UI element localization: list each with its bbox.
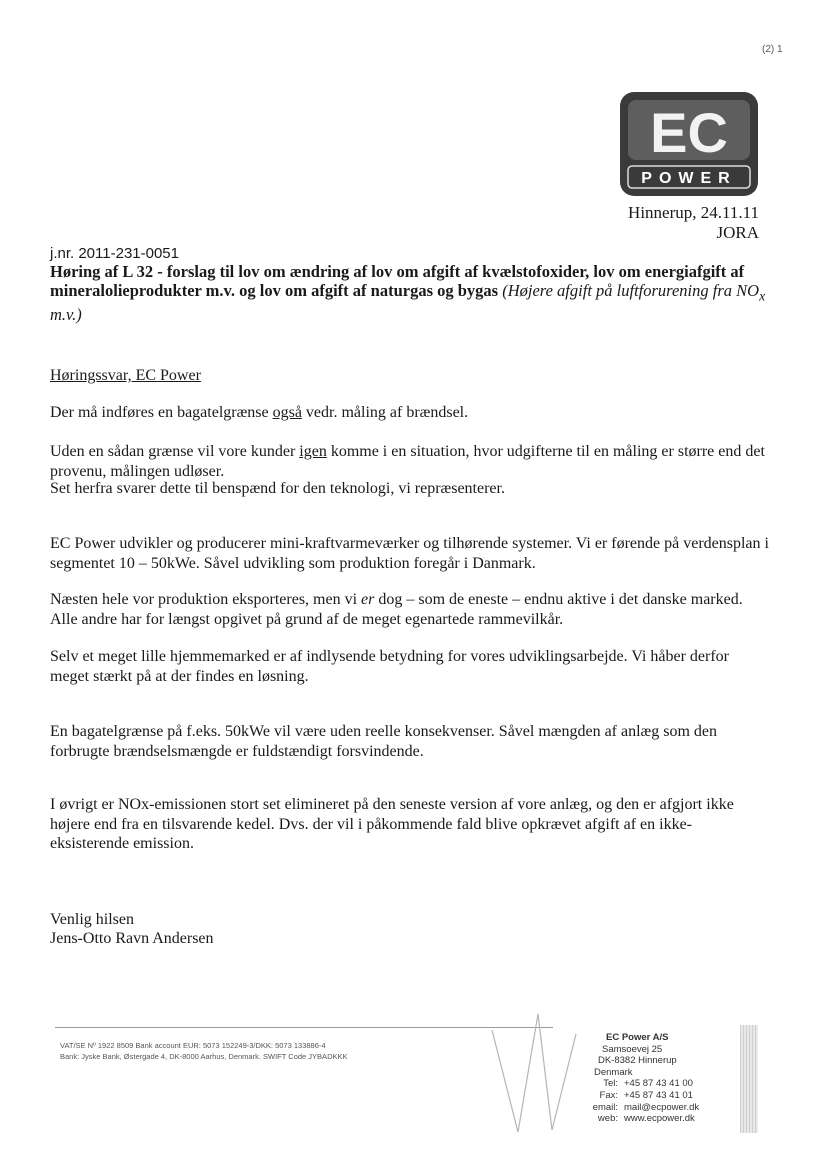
company-street: Samsoevej 25 <box>602 1043 663 1055</box>
closing-salutation: Venlig hilsen <box>50 911 134 928</box>
signer-name: Jens-Otto Ravn Andersen <box>50 930 214 947</box>
paragraph-2b: Set herfra svarer dette til benspænd for den teknologi, vi repræsenterer. <box>50 480 505 497</box>
company-country: Denmark <box>594 1066 633 1078</box>
date-block <box>628 203 759 243</box>
footer-bank-info <box>60 1040 348 1062</box>
place-date: Hinnerup, 24.11.11 <box>628 203 759 222</box>
page-number-mark: (2) 1 <box>762 44 783 55</box>
company-tel: Tel: +45 87 43 41 00 <box>603 1078 693 1090</box>
logo-power-text: POWER <box>641 170 737 187</box>
footer-gray-strip <box>740 1025 758 1133</box>
footer-w-graphic <box>488 1012 578 1137</box>
footer-bank-line: Bank: Jyske Bank, Østergade 4, DK-8000 Aarhus, Denmark. SWIFT Code JYBADKKK <box>60 1052 348 1061</box>
company-city: DK-8382 Hinnerup <box>598 1055 677 1067</box>
paragraph-7: I øvrigt er NOx-emissionen stort set elimineret på den seneste version af vore anlæg, og den er afgjort ikke højere end fra en tilsvarende kedel. Dvs. der vil i påkommende fald blive opkrævet afgift af en ikke-eksisterende emission. <box>50 796 734 852</box>
company-name: EC Power A/S <box>606 1032 669 1043</box>
journal-number: j.nr. 2011-231-0051 <box>50 245 179 262</box>
subject-note: (Højere afgift på luftforurening fra $NO_x$ m.v.) <box>50 281 766 325</box>
ec-power-logo <box>620 92 758 196</box>
company-fax: Fax: +45 87 43 41 01 <box>599 1089 693 1101</box>
section-heading: Høringssvar, EC Power <box>50 367 201 384</box>
author-initials: JORA <box>716 223 759 242</box>
footer-company-address <box>586 1032 699 1125</box>
footer-divider <box>55 1027 553 1028</box>
company-web: web: www.ecpower.dk <box>597 1113 695 1125</box>
paragraph-4: Næsten hele vor produktion eksporteres, men vi er dog – som de eneste – endnu aktive i det danske marked. Alle andre har for længst opgivet på grund af de meget egenartede rammevilkår. <box>50 591 743 628</box>
paragraph-2: Uden en sådan grænse vil vore kunder igen komme i en situation, hvor udgifterne til en måling er større end det provenu, målingen udløser. <box>50 443 765 480</box>
company-email: email: mail@ecpower.dk <box>592 1101 700 1113</box>
subject-line <box>50 262 770 324</box>
paragraph-3: EC Power udvikler og producerer mini-kraftvarmeværker og tilhørende systemer. Vi er førende på verdensplan i segmentet 10 – 50kWe. Såvel udvikling som produktion foregår i Danmark. <box>50 535 769 572</box>
subject-title: Høring af L 32 - forslag til lov om ændring af lov om afgift af kvælstofoxider, lov om energiafgift af mineralolieprodukter m.v. og lov om afgift af naturgas og bygas <box>50 262 745 300</box>
paragraph-5: Selv et meget lille hjemmemarked er af indlysende betydning for vores udviklingsarbejde. Vi håber derfor meget stærkt på at der findes en løsning. <box>50 648 729 685</box>
paragraph-6: En bagatelgrænse på f.eks. 50kWe vil være uden reelle konsekvenser. Såvel mængden af anlæg som den forbrugte brændselsmængde er fuldstændigt forsvindende. <box>50 723 717 760</box>
paragraph-1: Der må indføres en bagatelgrænse også vedr. måling af brændsel. <box>50 404 469 421</box>
logo-ec-text: EC <box>650 101 728 164</box>
footer-vat-line: VAT/SE Nº 1922 8509 Bank account EUR: 5073 152249-3/DKK: 5073 133886-4 <box>60 1041 326 1050</box>
